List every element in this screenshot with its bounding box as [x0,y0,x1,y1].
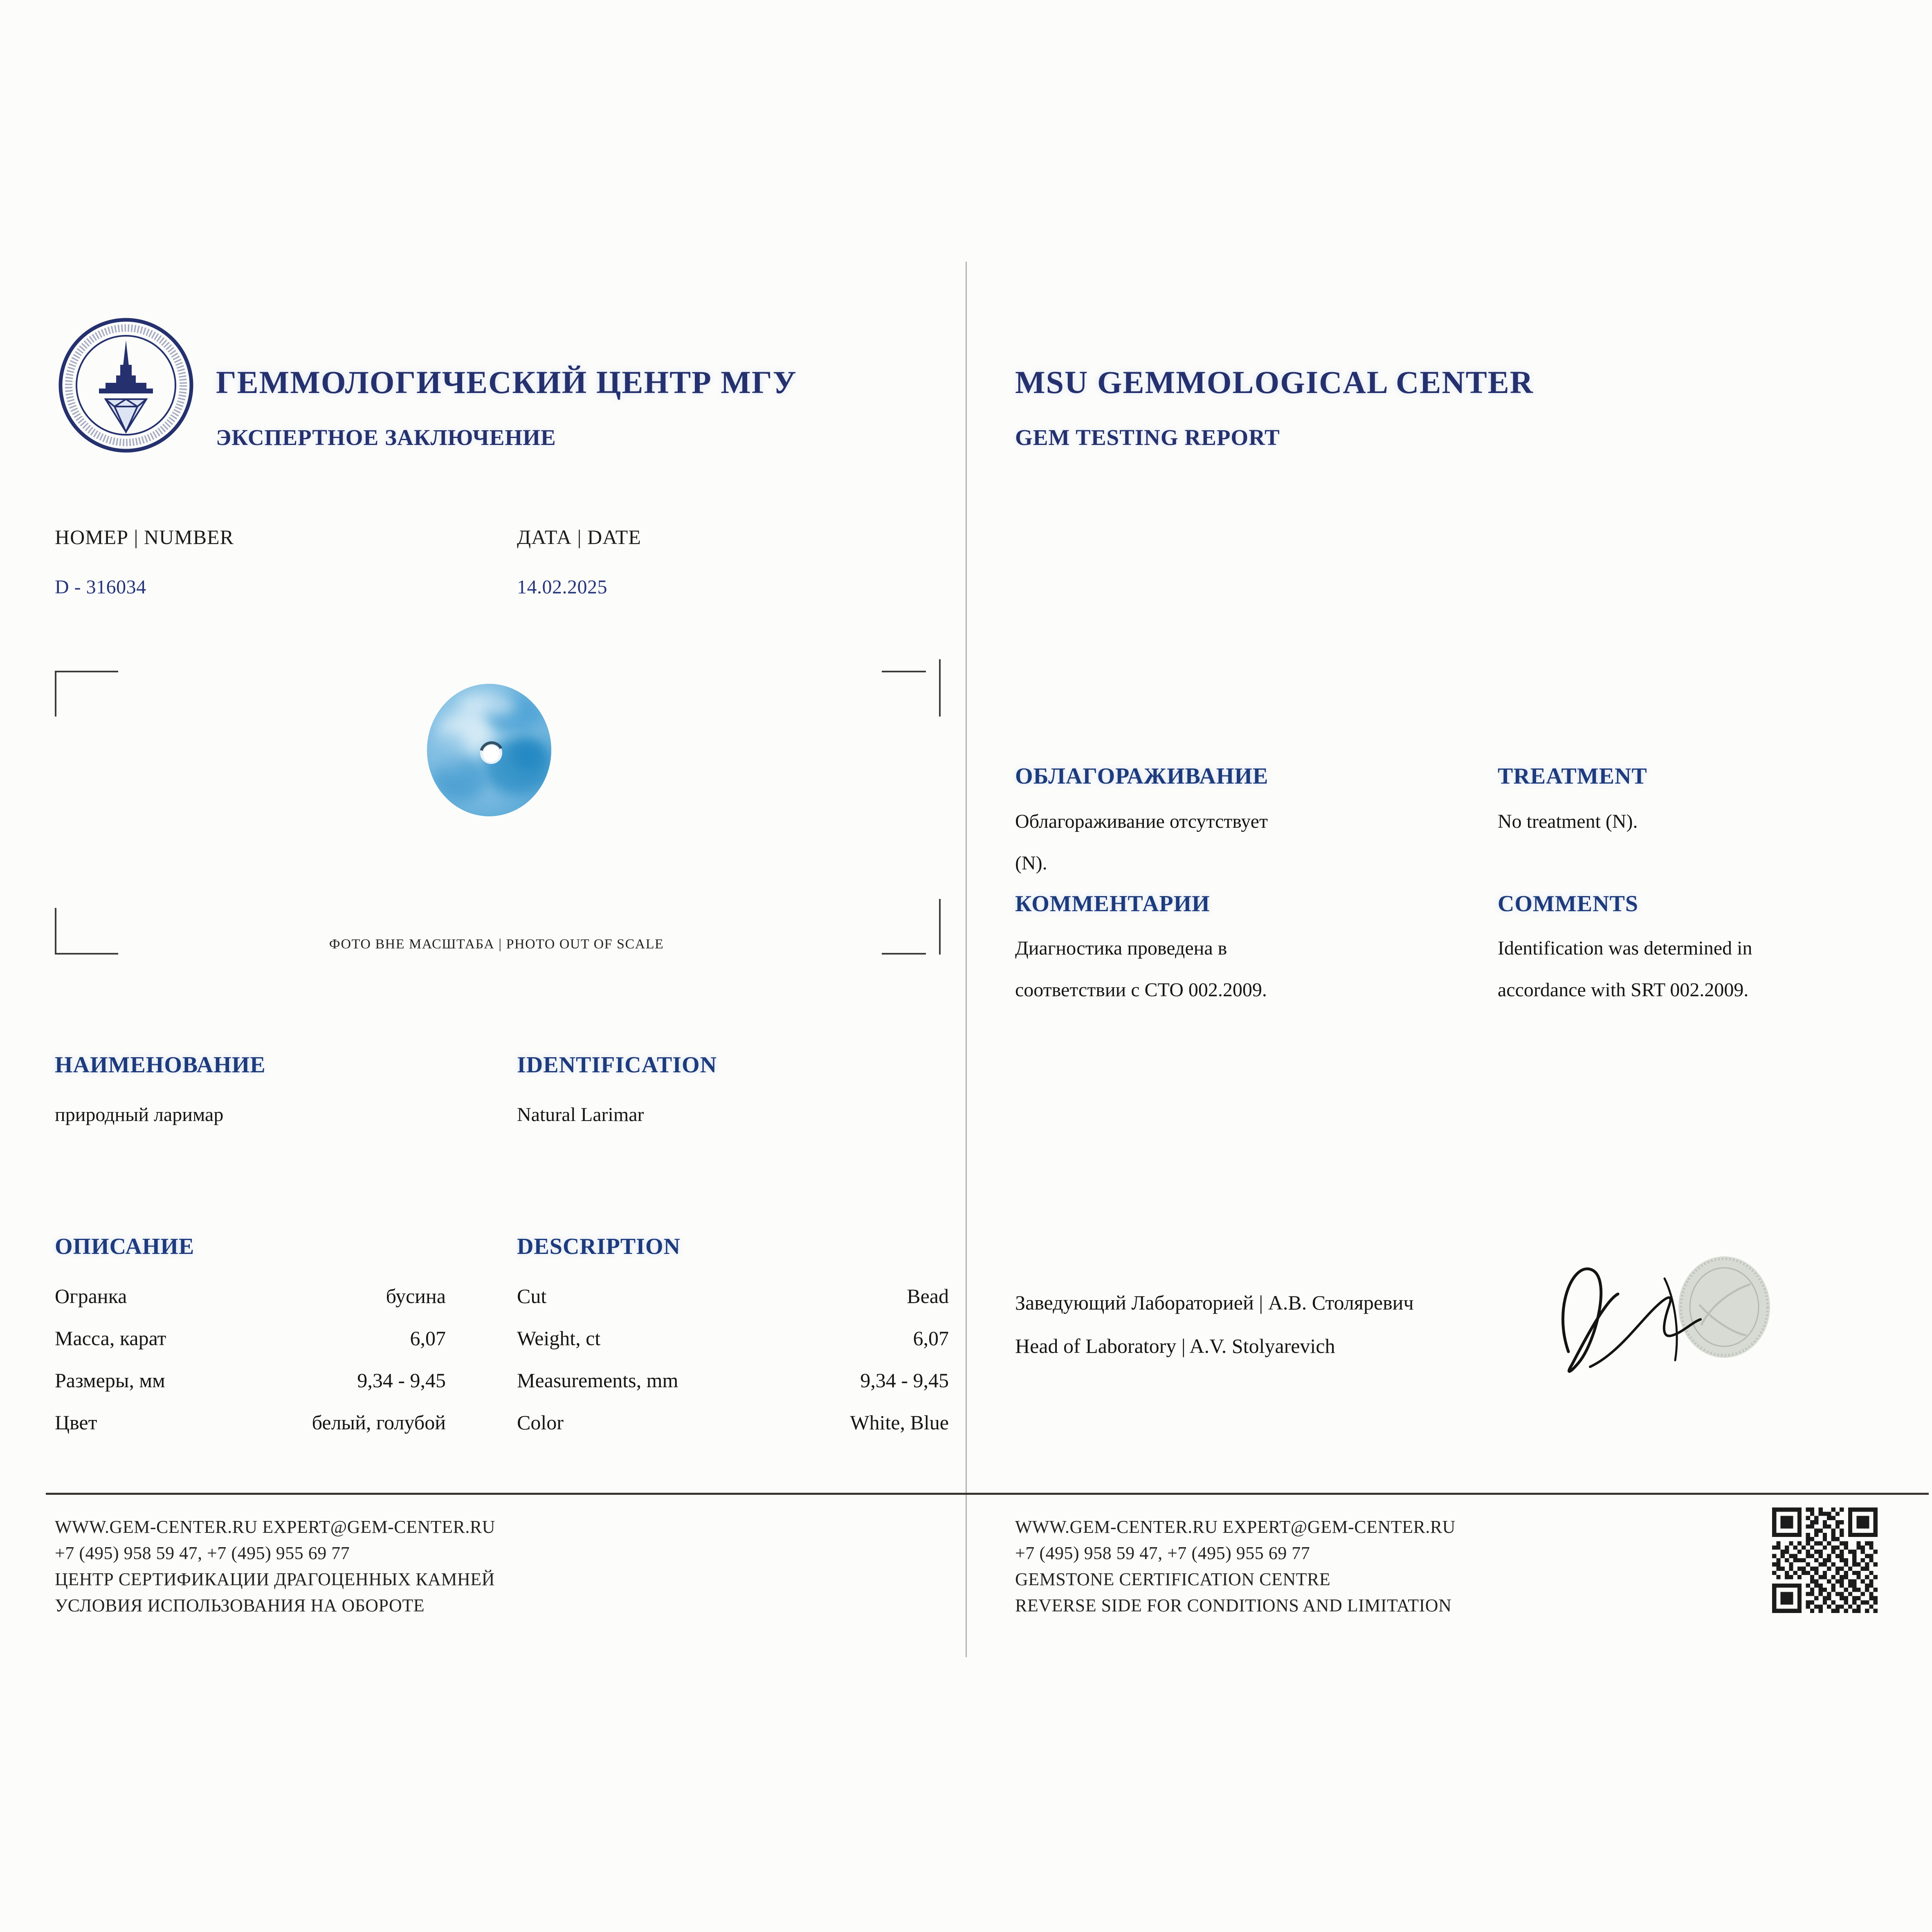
org-title-en: MSU GEMMOLOGICAL CENTER [1015,364,1534,400]
footer-right-line: WWW.GEM-CENTER.RU EXPERT@GEM-CENTER.RU [1015,1517,1456,1537]
comments-text-en-line: accordance with SRT 002.2009. [1498,979,1749,1001]
bead-photo [425,682,553,818]
footer-right-line: +7 (495) 958 59 47, +7 (495) 955 69 77 [1015,1543,1310,1563]
date-value: 14.02.2025 [517,576,607,598]
footer-right-line: REVERSE SIDE FOR CONDITIONS AND LIMITATION [1015,1595,1452,1615]
comments-heading-ru: КОММЕНТАРИИ [1015,891,1210,917]
identification-value-en: Natural Larimar [517,1104,644,1126]
embossed-seal-icon [1678,1256,1770,1358]
desc-row-label-ru: Размеры, мм [55,1369,165,1392]
desc-row-value-en: 9,34 - 9,45 [860,1369,949,1392]
footer-left-line: ЦЕНТР СЕРТИФИКАЦИИ ДРАГОЦЕННЫХ КАМНЕЙ [55,1569,495,1589]
desc-row-value-ru: 6,07 [410,1327,446,1350]
desc-row-value-en: White, Blue [850,1411,949,1434]
desc-row-value-ru: бусина [386,1285,446,1307]
treatment-text-en [1498,812,1638,854]
treatment-text-ru-line: (N). [1015,852,1047,874]
number-value: D - 316034 [55,576,146,598]
desc-row-label-en: Cut [517,1285,547,1307]
signature-and-seal [1530,1239,1783,1403]
identification-heading-en: IDENTIFICATION [517,1052,717,1078]
description-heading-en: DESCRIPTION [517,1234,681,1259]
larimar-bead-image [425,682,553,818]
comments-text-en [1498,939,1752,1022]
footer-left-line: УСЛОВИЯ ИСПОЛЬЗОВАНИЯ НА ОБОРОТЕ [55,1595,425,1615]
number-label: НОМЕР | NUMBER [55,526,234,548]
msu-building-icon [99,340,153,393]
photo-bracket-bottom-right-h [882,953,926,955]
signatory-line-ru: Заведующий Лабораторией | А.В. Столяревич [1015,1291,1414,1314]
desc-row-value-en: 6,07 [913,1327,949,1350]
comments-text-ru-line: Диагностика проведена в [1015,937,1227,959]
handwritten-signature-icon [1563,1269,1701,1371]
identification-value-ru: природный ларимар [55,1104,224,1126]
desc-row-value-en: Bead [907,1285,949,1307]
footer-left [55,1518,495,1615]
footer-left-line: +7 (495) 958 59 47, +7 (495) 955 69 77 [55,1543,350,1563]
qr-code [1772,1507,1878,1613]
desc-row-label-ru: Огранка [55,1285,127,1307]
photo-caption: ФОТО ВНЕ МАСШТАБА | PHOTO OUT OF SCALE [329,937,664,952]
comments-text-ru [1015,939,1267,1022]
description-heading-ru: ОПИСАНИЕ [55,1234,195,1259]
report-subtitle-ru: ЭКСПЕРТНОЕ ЗАКЛЮЧЕНИЕ [216,425,556,450]
photo-bracket-top-right-h [882,671,926,672]
msu-seal-logo [56,316,195,455]
desc-row-value-ru: 9,34 - 9,45 [357,1369,446,1392]
footer-right [1015,1518,1456,1615]
treatment-heading-ru: ОБЛАГОРАЖИВАНИЕ [1015,764,1269,789]
signatory-line-en: Head of Laboratory | A.V. Stolyarevich [1015,1334,1335,1357]
treatment-heading-en: TREATMENT [1498,764,1647,789]
desc-row-label-en: Weight, ct [517,1327,601,1350]
comments-text-ru-line: соответствии с СТО 002.2009. [1015,979,1267,1001]
date-label: ДАТА | DATE [517,526,641,548]
photo-bracket-top-left-v [55,671,56,717]
identification-heading-ru: НАИМЕНОВАНИЕ [55,1052,266,1078]
photo-bracket-top-right-v [939,659,941,717]
org-title-ru: ГЕММОЛОГИЧЕСКИЙ ЦЕНТР МГУ [216,364,797,400]
desc-row-label-ru: Цвет [55,1411,97,1434]
footer-right-line: GEMSTONE CERTIFICATION CENTRE [1015,1569,1331,1589]
comments-text-en-line: Identification was determined in [1498,937,1752,959]
photo-bracket-bottom-right-v [939,899,941,955]
footer-rule [46,1493,1929,1495]
desc-row-label-en: Color [517,1411,564,1434]
report-subtitle-en: GEM TESTING REPORT [1015,425,1280,450]
treatment-text-en-line: No treatment (N). [1498,811,1638,832]
desc-row-value-ru: белый, голубой [312,1411,446,1434]
treatment-text-ru-line: Облагораживание отсутствует [1015,811,1268,832]
treatment-text-ru [1015,812,1268,895]
desc-row-label-ru: Масса, карат [55,1327,166,1350]
comments-heading-en: COMMENTS [1498,891,1638,917]
desc-row-label-en: Measurements, mm [517,1369,678,1392]
footer-left-line: WWW.GEM-CENTER.RU EXPERT@GEM-CENTER.RU [55,1517,495,1537]
photo-bracket-top-left-h [55,671,118,672]
photo-bracket-bottom-left-h [55,953,118,955]
msu-seal-icon [56,316,195,455]
diamond-icon [106,399,146,432]
center-column-divider [966,262,967,1657]
